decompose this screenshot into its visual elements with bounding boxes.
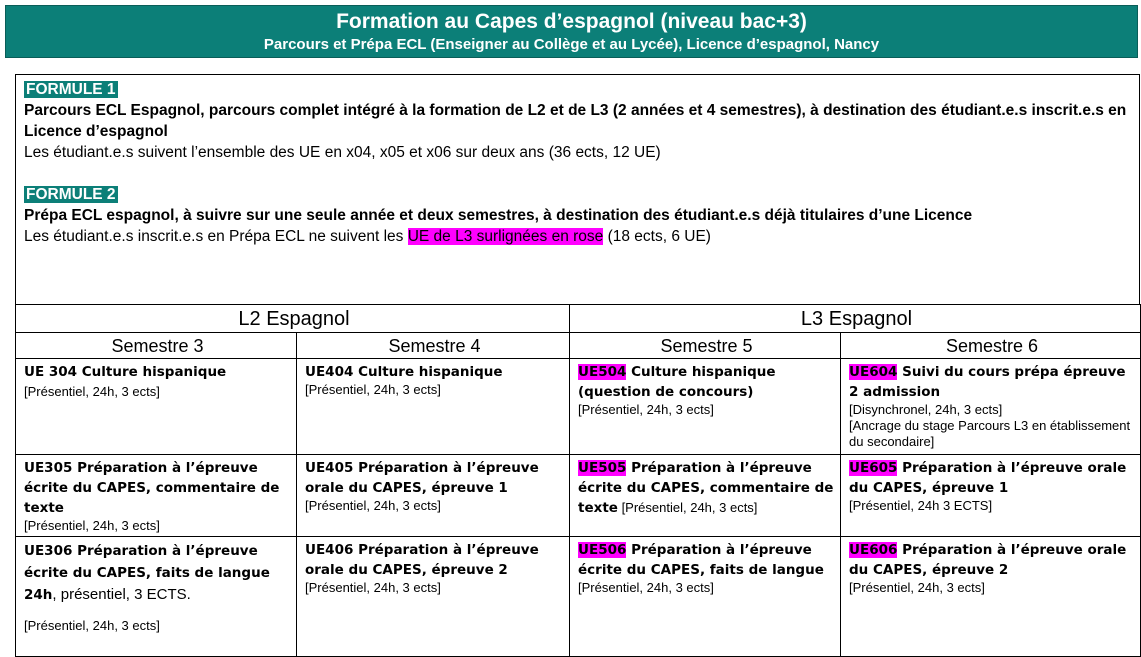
semester-3: Semestre 3 [16,333,297,359]
ue-405: UE405 Préparation à l’épreuve orale du CAPES, épreuve 1 [Présentiel, 24h, 3 ects] [297,455,570,537]
ue-605: UE605 Préparation à l’épreuve orale du CAPES, épreuve 1 [Présentiel, 24h 3 ECTS] [841,455,1141,537]
page-subtitle: Parcours et Prépa ECL (Enseigner au Collège et au Lycée), Licence d’espagnol, Nancy [263,36,880,53]
ue-305: UE305 Préparation à l’épreuve écrite du CAPES, commentaire de texte [Présentiel, 24h, 3 ects] [16,455,297,537]
formule1-body: Les étudiant.e.s suivent l’ensemble des UE en x04, x05 et x06 sur deux ans (36 ects, 12 UE) [24,144,661,161]
title-banner [5,5,1138,58]
ue-306: UE306 Préparation à l’épreuve écrite du CAPES, faits de langue 24h, présentiel, 3 ECTS. [Présentiel, 24h, 3 ects] [16,537,297,657]
formule2-body: Les étudiant.e.s inscrit.e.s en Prépa ECL ne suivent les UE de L3 surlignées en rose (18 ects, 6 UE) [24,228,711,245]
ue-506: UE506 Préparation à l’épreuve écrite du CAPES, faits de langue [Présentiel, 24h, 3 ects] [570,537,841,657]
ue-606: UE606 Préparation à l’épreuve orale du CAPES, épreuve 2 [Présentiel, 24h, 3 ects] [841,537,1141,657]
level-l2: L2 Espagnol [16,305,570,333]
ue-604: UE604 Suivi du cours prépa épreuve 2 admission [Disynchronel, 24h, 3 ects] [Ancrage du stage Parcours L3 en établissement du secondaire] [841,359,1141,455]
ue-table [15,304,1141,657]
ue-406: UE406 Préparation à l’épreuve orale du CAPES, épreuve 2 [Présentiel, 24h, 3 ects] [297,537,570,657]
ue-504: UE504 Culture hispanique (question de concours) [Présentiel, 24h, 3 ects] [570,359,841,455]
formule2-heading: Prépa ECL espagnol, à suivre sur une seule année et deux semestres, à destination des étudiant.e.s déjà titulaires d’une Licence [24,207,973,224]
pink-highlight: UE de L3 surlignées en rose [407,228,604,245]
intro-section [24,79,1134,247]
level-l3: L3 Espagnol [570,305,1141,333]
semester-4: Semestre 4 [297,333,570,359]
page-title: Formation au Capes d’espagnol (niveau bac+3) [336,10,807,33]
ue-505: UE505 Préparation à l’épreuve écrite du CAPES, commentaire de texte [Présentiel, 24h, 3 ects] [570,455,841,537]
ue-404: UE404 Culture hispanique [Présentiel, 24h, 3 ects] [297,359,570,455]
formule2-tag: FORMULE 2 [26,186,116,203]
semester-6: Semestre 6 [841,333,1141,359]
ue-304: UE 304 Culture hispanique [Présentiel, 24h, 3 ects] [16,359,297,455]
formule1-tag: FORMULE 1 [26,81,116,98]
formule1-heading: Parcours ECL Espagnol, parcours complet intégré à la formation de L2 et de L3 (2 années et 4 semestres), à destination des étudiant.e.s inscrit.e.s en Licence d’espagnol [24,102,1127,140]
semester-5: Semestre 5 [570,333,841,359]
